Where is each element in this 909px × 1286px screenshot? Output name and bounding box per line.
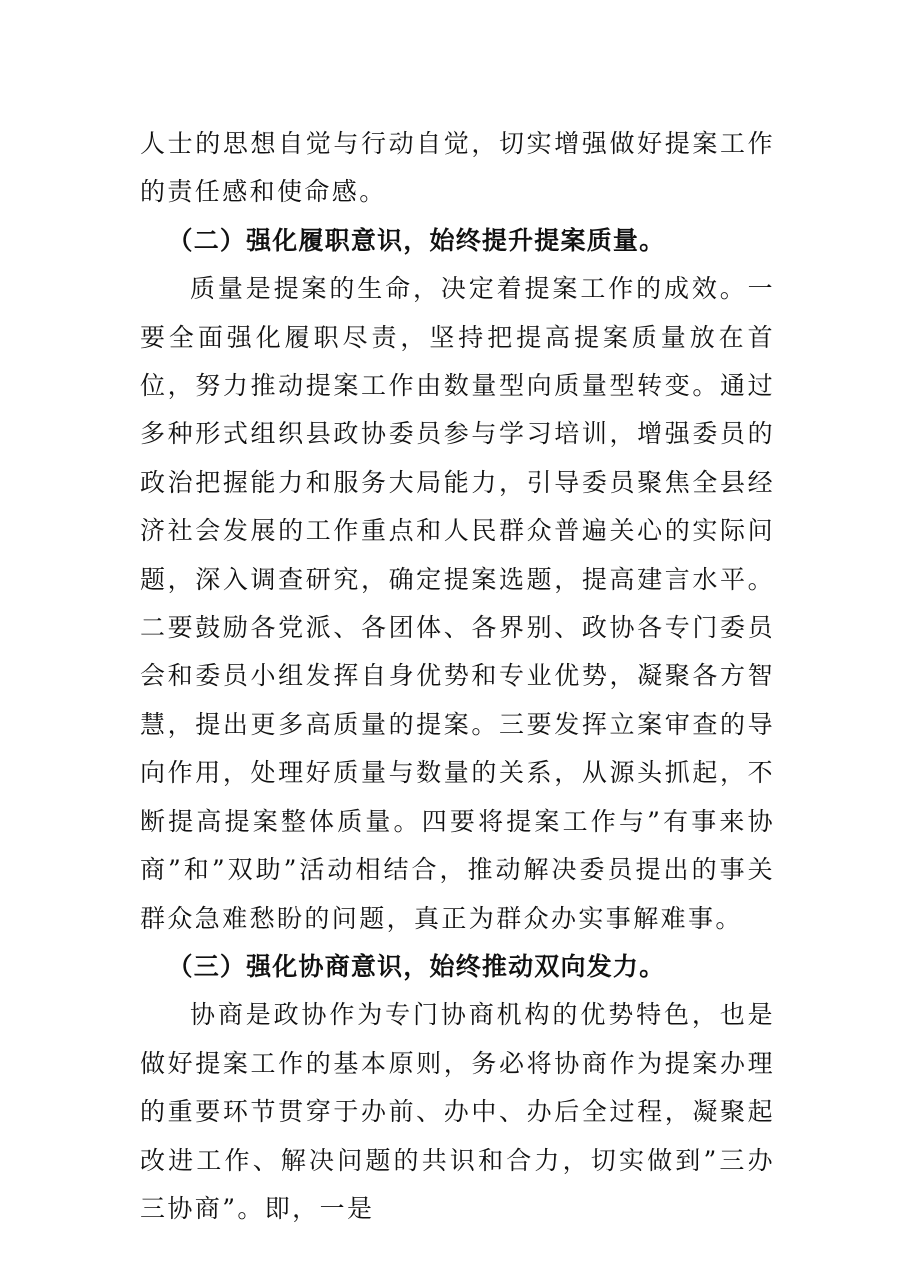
paragraph-consultation: 协商是政协作为专门协商机构的优势特色，也是做好提案工作的基本原则，务必将协商作为提案办理的重要环节贯穿于办前、办中、办后全过程，凝聚起改进工作、解决问题的共识和合力，切实做到”三办三协商”。即，一是 — [140, 1000, 775, 1223]
section-heading-three: （三）强化协商意识，始终推动双向发力。 — [167, 951, 666, 981]
document-body — [140, 120, 775, 1233]
section-heading-two: （二）强化履职意识，始终提升提案质量。 — [167, 225, 666, 255]
paragraph-proposal-quality: 质量是提案的生命，决定着提案工作的成效。一要全面强化履职尽责，坚持把提高提案质量放在首位，努力推动提案工作由数量型向质量型转变。通过多种形式组织县政协委员参与学习培训，增强委员的政治把握能力和服务大局能力，引导委员聚焦全县经济社会发展的工作重点和人民群众普遍关心的实际问题，深入调查研究，确定提案选题，提高建言水平。二要鼓励各党派、各团体、各界别、政协各专门委员会和委员小组发挥自身优势和专业优势，凝聚各方智慧，提出更多高质量的提案。三要发挥立案审查的导向作用，处理好质量与数量的关系，从源头抓起，不断提高提案整体质量。四要将提案工作与”有事来协商”和”双助”活动相结合，推动解决委员提出的事关群众急难愁盼的问题，真正为群众办实事解难事。 — [140, 274, 775, 933]
paragraph-continued: 人士的思想自觉与行动自觉，切实增强做好提案工作的责任感和使命感。 — [140, 129, 775, 207]
